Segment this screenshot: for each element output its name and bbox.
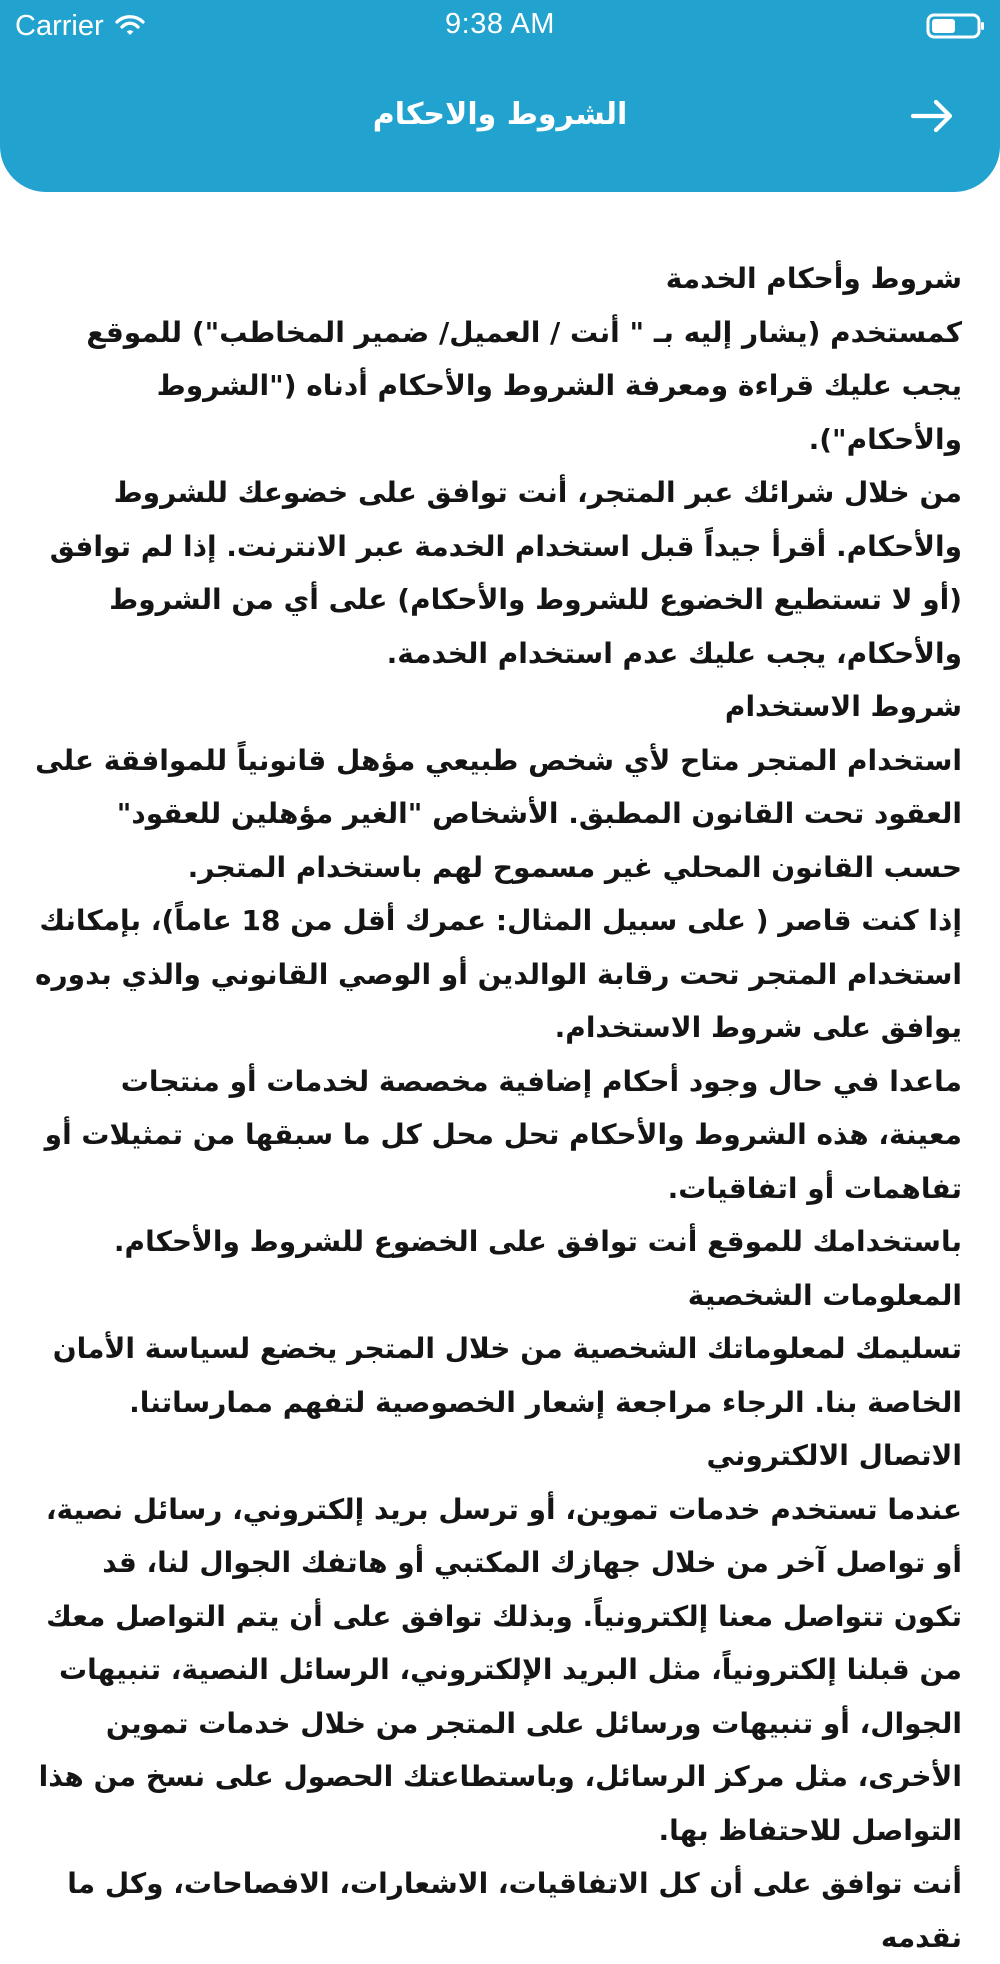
back-button[interactable] bbox=[904, 92, 960, 140]
personal-info-heading: المعلومات الشخصية bbox=[687, 1278, 962, 1312]
electronic-communication-heading: الاتصال الالكتروني bbox=[706, 1439, 962, 1472]
electronic-communication-paragraph: عندما تستخدم خدمات تموين، أو ترسل بريد إلكتروني، رسائل نصية، أو تواصل آخر من خلال جهازك المكتبي أو هاتفك الجوال لنا، قد تكون تتواصل معنا إلكترونياً. وبذلك توافق على أن يتم التواصل معك من قبلنا إلكترونياً، مثل البريد الإلكتروني، الرسائل النصية، تنبيهات الجوال، أو تنبيهات ورسائل على المتجر من خلال خدمات تموين الأخرى، مثل مركز الرسائل، وباستطاعتك الحصول على نسخ من هذا التواصل للاحتفاظ بها. bbox=[38, 1492, 962, 1847]
status-bar bbox=[0, 0, 1000, 52]
personal-info-paragraph: تسليمك لمعلوماتك الشخصية من خلال المتجر يخضع لسياسة الأمان الخاصة بنا. الرجاء مراجعة إشعار الخصوصية لتفهم ممارساتنا. bbox=[52, 1332, 962, 1419]
usage-paragraph: استخدام المتجر متاح لأي شخص طبيعي مؤهل قانونياً للموافقة على العقود تحت القانون المطبق. الأشخاص "الغير مؤهلين للعقود" حسب القانون المحلي غير مسموح لهم باستخدام المتجر. bbox=[35, 743, 962, 884]
terms-paragraph: كمستخدم (يشار إليه بـ " أنت / العميل/ ضمير المخاطب") للموقع يجب عليك قراءة ومعرفة الشروط والأحكام أدناه ("الشروط والأحكام"). bbox=[86, 315, 962, 456]
usage-paragraph: إذا كنت قاصر ( على سبيل المثال: عمرك أقل من 18 عاماً)، بإمكانك استخدام المتجر تحت رقابة الوالدين أو الوصي القانوني والذي بدوره يوافق على شروط الاستخدام. bbox=[35, 904, 962, 1044]
usage-heading: شروط الاستخدام bbox=[724, 690, 962, 723]
usage-paragraph: ماعدا في حال وجود أحكام إضافية مخصصة لخدمات أو منتجات معينة، هذه الشروط والأحكام تحل محل كل ما سبقها من تمثيلات أو تفاهمات أو اتفاقيات. bbox=[44, 1064, 962, 1205]
carrier-label: Carrier bbox=[15, 9, 104, 42]
terms-paragraph: من خلال شرائك عبر المتجر، أنت توافق على خضوعك للشروط والأحكام. أقرأ جيداً قبل استخدام الخدمة عبر الانترنت. إذا لم توافق (أو لا تستطيع الخضوع للشروط والأحكام) على أي من الشروط والأحكام، يجب عليك عدم استخدام الخدمة. bbox=[49, 476, 962, 670]
terms-heading: شروط وأحكام الخدمة bbox=[665, 262, 962, 295]
electronic-communication-paragraph: أنت توافق على أن كل الاتفاقيات، الاشعارات، الافصاحات، وكل ما نقدمه bbox=[67, 1867, 962, 1954]
status-time: 9:38 AM bbox=[445, 8, 555, 40]
app-header bbox=[0, 0, 1000, 192]
page-title: الشروط والاحكام bbox=[372, 97, 628, 132]
battery-icon bbox=[926, 12, 986, 40]
arrow-right-icon bbox=[909, 95, 955, 137]
terms-content bbox=[34, 252, 962, 1954]
usage-paragraph: باستخدامك للموقع أنت توافق على الخضوع للشروط والأحكام. bbox=[113, 1225, 962, 1258]
